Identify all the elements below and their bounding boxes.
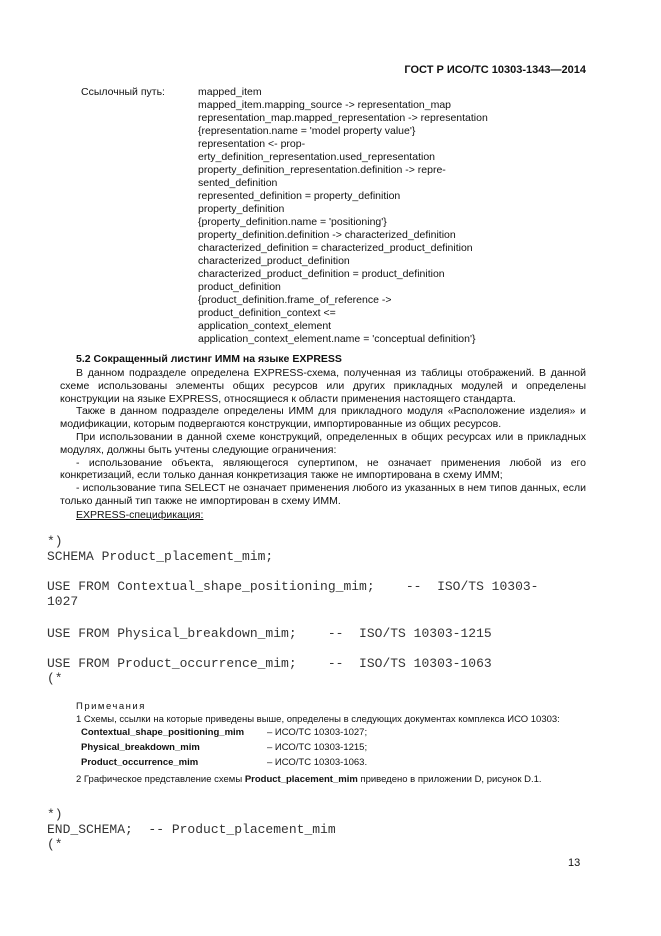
path-line: product_definition_context <= (198, 307, 336, 319)
note-2-suffix: приведено в приложении D, рисунок D.1. (357, 774, 542, 785)
section-body (60, 367, 586, 508)
schema-name: Physical_breakdown_mim (81, 742, 200, 753)
reference-row (81, 757, 367, 768)
paragraph: При использовании в данной схеме конструкций, определенных в общих ресурсах или в прикладных модулях, должны быть учтены следующие ограничения: (60, 430, 586, 456)
paragraph: Также в данном подразделе определены ИММ для прикладного модуля «Расположение изделия» и модификации, которым подвергаются конструкции, импортированные из общих ресурсов. (60, 405, 586, 431)
path-line: application_context_element (198, 320, 332, 332)
code-end-close-comment: (* (47, 837, 63, 852)
path-line: mapped_item (198, 86, 262, 98)
page-number: 13 (568, 857, 581, 869)
schema-doc: – ИСО/ТС 10303-1215; (267, 742, 368, 753)
code-end-open-comment: *) (47, 807, 63, 822)
path-line: product_definition (198, 281, 281, 293)
path-line: {representation.name = 'model property value'} (198, 125, 416, 137)
code-close-comment: (* (47, 671, 63, 686)
schema-doc: – ИСО/ТС 10303-1027; (267, 727, 368, 738)
note-2-prefix: 2 Графическое представление схемы (76, 774, 245, 785)
path-line: represented_definition = property_definition (198, 190, 401, 202)
schema-name: Contextual_shape_positioning_mim (81, 727, 245, 738)
code-end-schema: END_SCHEMA; -- Product_placement_mim (47, 822, 336, 837)
path-line: property_definition.definition -> characterized_definition (198, 229, 456, 241)
note-2 (76, 772, 542, 787)
note-1: 1 Схемы, ссылки на которые приведены выше, определены в следующих документах комплекса ИСО 10303: (76, 714, 560, 725)
reference-path-label: Ссылочный путь: (81, 86, 165, 98)
paragraph: - использование типа SELECT не означает применения любого из указанных в нем типов данных, если только данный тип также не импортирован в схему ИММ. (60, 482, 586, 507)
note-2-schema: Product_placement_mim (244, 774, 358, 785)
code-schema: SCHEMA Product_placement_mim; (47, 549, 274, 564)
path-line: {property_definition.name = 'positioning'} (198, 216, 387, 228)
path-line: representation_map.mapped_representation -> representation (198, 112, 488, 124)
path-line: mapped_item.mapping_source -> representation_map (198, 99, 452, 111)
path-line: application_context_element.name = 'conceptual definition'} (198, 333, 476, 345)
path-line: characterized_product_definition (198, 255, 350, 267)
path-line: representation <- prop- (198, 138, 306, 150)
code-open-comment: *) (47, 534, 63, 549)
express-spec-label: EXPRESS-спецификация: (76, 509, 204, 521)
section-title: 5.2 Сокращенный листинг ИММ на языке EXPRESS (76, 353, 342, 365)
code-use-occurrence: USE FROM Product_occurrence_mim; -- ISO/TS 10303-1063 (47, 656, 492, 671)
path-line: erty_definition_representation.used_representation (198, 151, 435, 163)
document-header: ГОСТ Р ИСО/ТС 10303-1343—2014 (404, 64, 586, 76)
path-line: property_definition_representation.definition -> repre- (198, 164, 446, 176)
path-line: property_definition (198, 203, 285, 215)
paragraph: В данном подразделе определена EXPRESS-схема, полученная из таблицы отображений. В данной схеме использованы элементы общих ресурсов или других прикладных модулей и определены конструкции на языке EXPRESS, относящиеся к области применения настоящего стандарта. (60, 367, 586, 405)
path-line: sented_definition (198, 177, 278, 189)
reference-row (81, 742, 367, 753)
path-line: {product_definition.frame_of_reference -> (198, 294, 392, 306)
schema-name: Product_occurrence_mim (81, 757, 199, 768)
reference-row (81, 727, 367, 738)
schema-doc: – ИСО/ТС 10303-1063. (267, 757, 368, 768)
code-use-contextual: USE FROM Contextual_shape_positioning_mim; -- ISO/TS 10303- 1027 (47, 579, 539, 609)
code-use-physical: USE FROM Physical_breakdown_mim; -- ISO/TS 10303-1215 (47, 626, 492, 641)
path-line: characterized_product_definition = product_definition (198, 268, 445, 280)
notes-title: Примечания (76, 701, 146, 712)
paragraph: - использование объекта, являющегося супертипом, не означает применения любой из его конкретизаций, если только данная конкретизация также не импортирована в схему ИММ; (60, 456, 586, 482)
reference-path-lines (198, 86, 488, 346)
path-line: characterized_definition = characterized_product_definition (198, 242, 473, 254)
